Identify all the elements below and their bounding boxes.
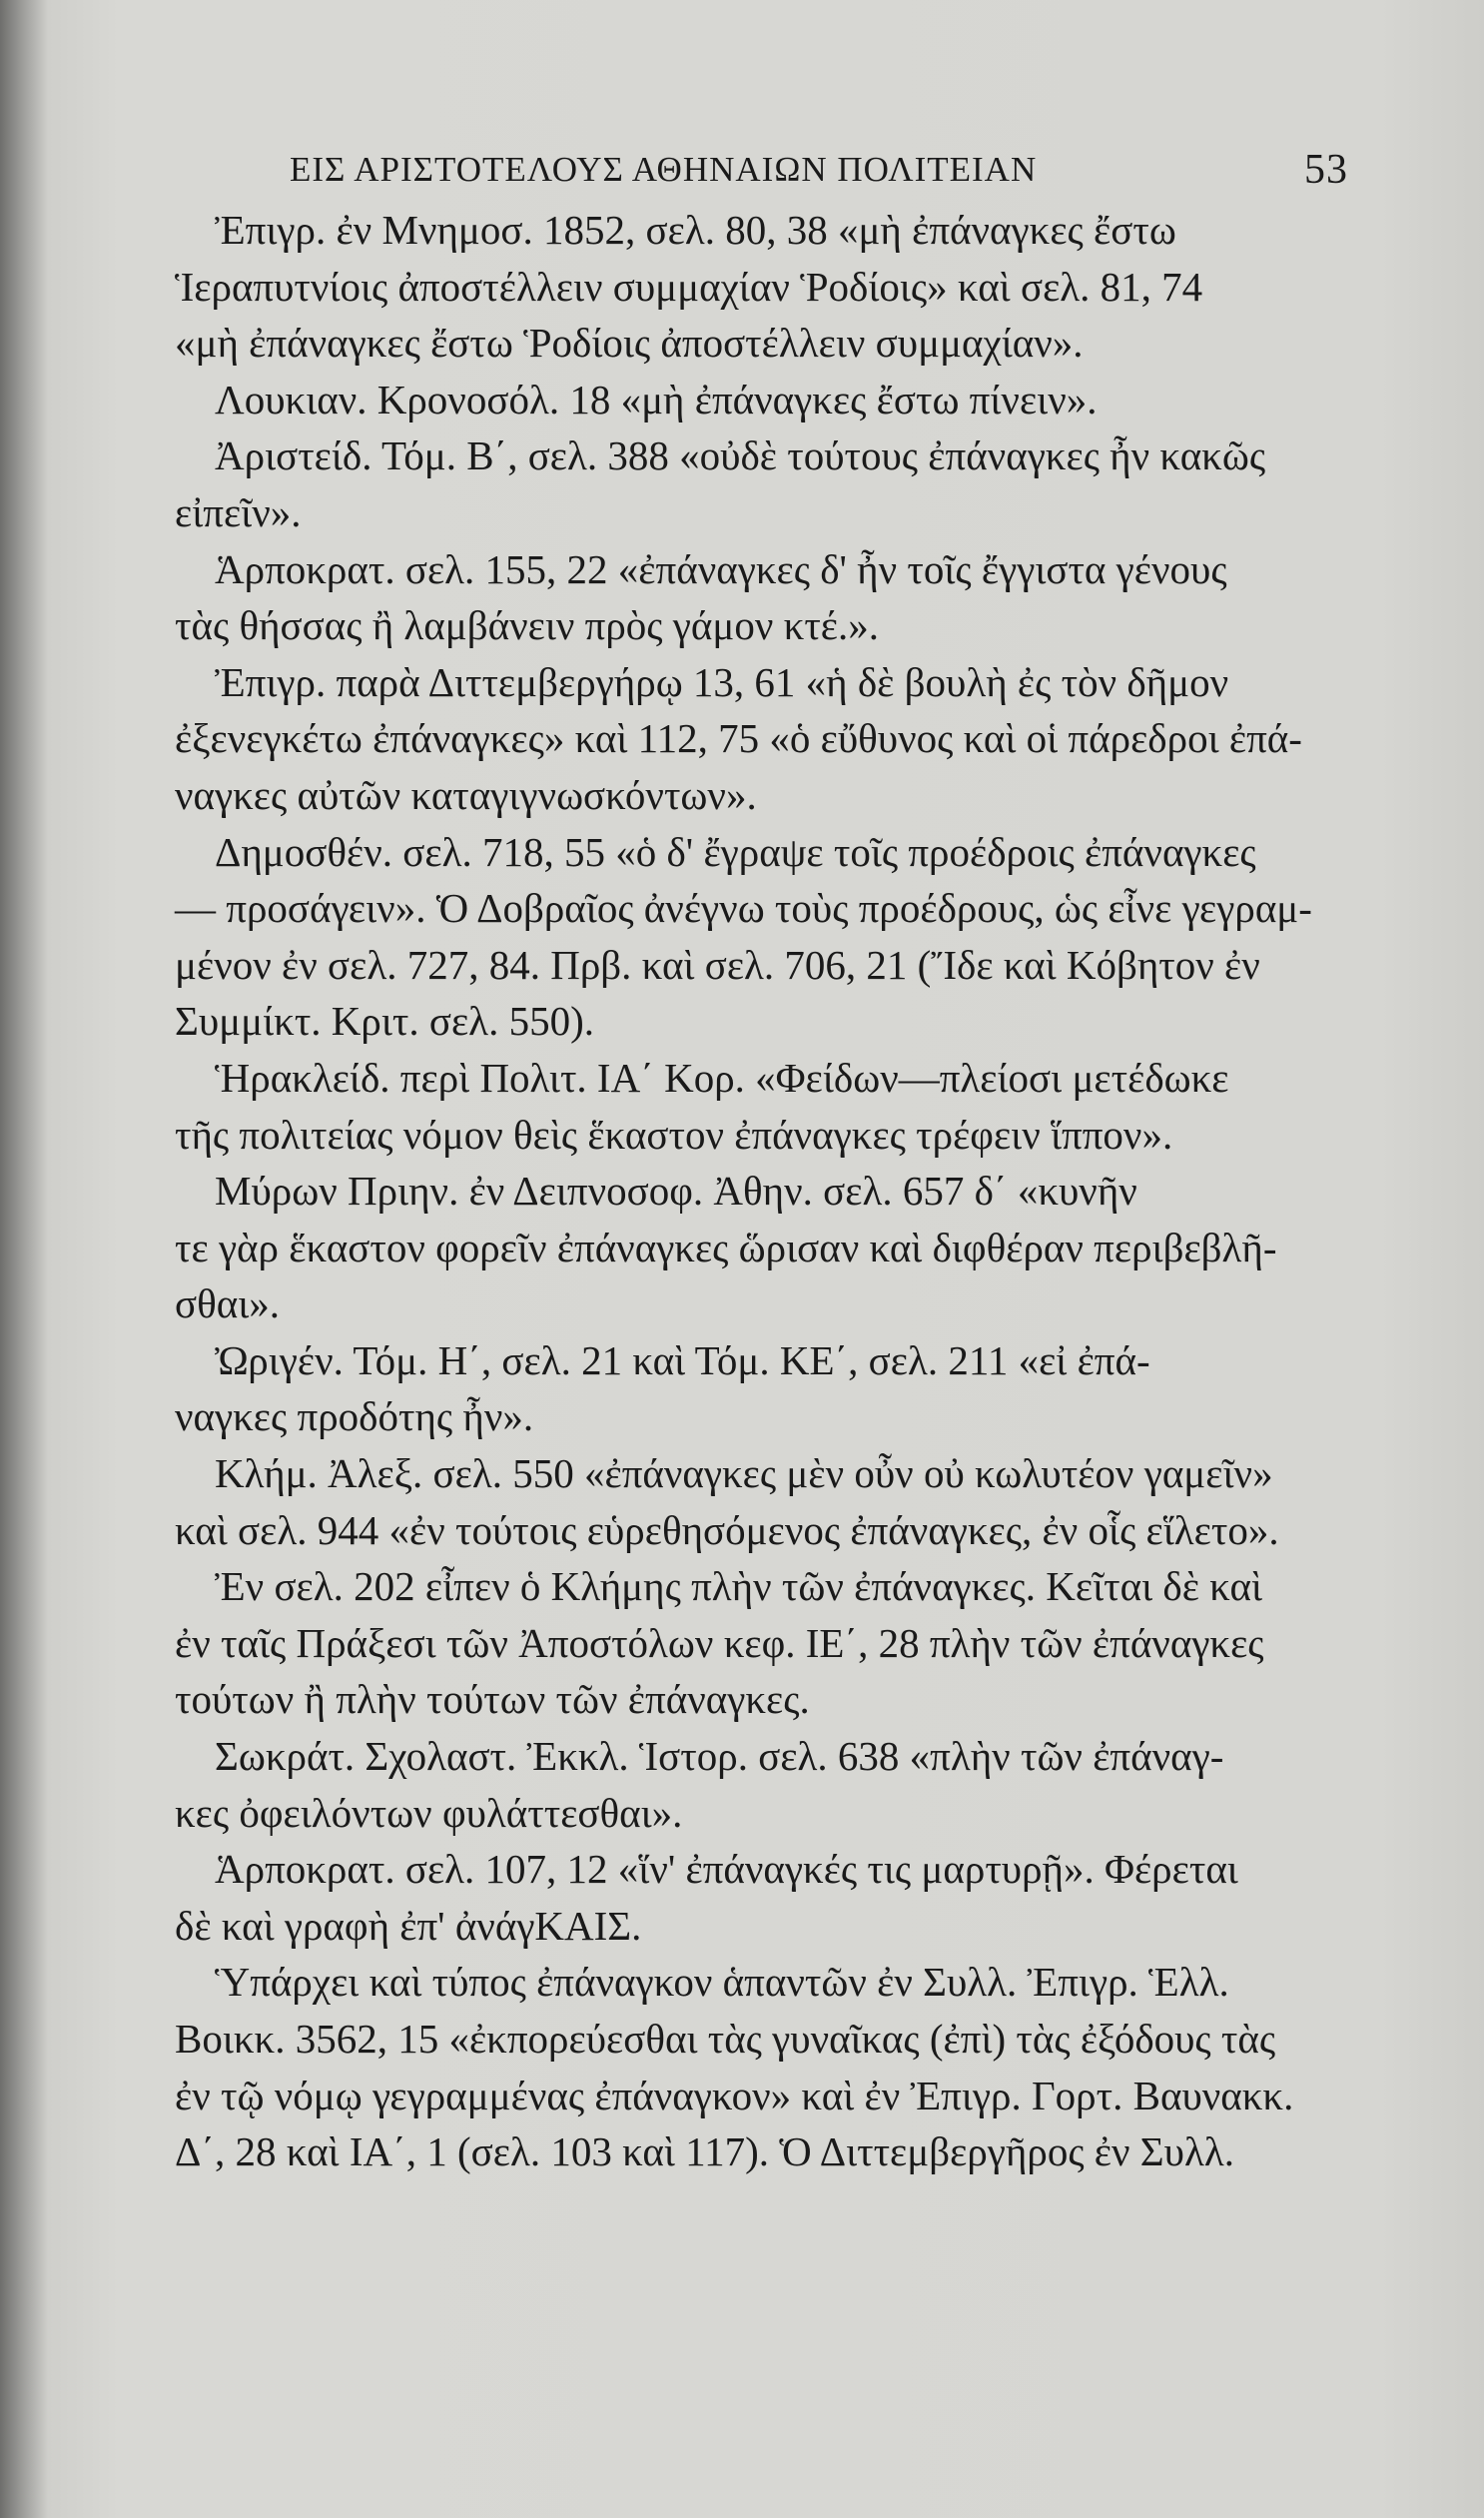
- text-line: Συμμίκτ. Κριτ. σελ. 550).: [175, 998, 594, 1045]
- text-line: — προσάγειν». Ὁ Δοβραῖος ἀνέγνω τοὺς προέδρους, ὡς εἶνε γεγραμ-: [175, 885, 1312, 932]
- text-line: Ἱεραπυτνίοις ἀποστέλλειν συμμαχίαν Ῥοδίοις» καὶ σελ. 81, 74: [175, 263, 1203, 310]
- text-line: Ἁρποκρατ. σελ. 107, 12 «ἵν' ἐπάναγκές τις μαρτυρῇ». Φέρεται: [215, 1846, 1238, 1893]
- text-line: Κλήμ. Ἀλεξ. σελ. 550 «ἐπάναγκες μὲν οὖν οὐ κωλυτέον γαμεῖν»: [215, 1450, 1273, 1497]
- text-line: εἰπεῖν».: [175, 488, 302, 535]
- text-line: καὶ σελ. 944 «ἐν τούτοις εὑρεθησόμενος ἐπάναγκες, ἐν οἷς εἵλετο».: [175, 1506, 1279, 1553]
- text-line: δὲ καὶ γραφὴ ἐπ' ἀνάγΚΑΙΣ.: [175, 1902, 642, 1949]
- text-line: Βοικκ. 3562, 15 «ἐκπορεύεσθαι τὰς γυναῖκας (ἐπὶ) τὰς ἐξόδους τὰς: [175, 2016, 1276, 2062]
- text-line: ναγκες προδότης ἦν».: [175, 1393, 534, 1440]
- running-header: [290, 147, 1348, 210]
- text-line: Ἀριστείδ. Τόμ. Β΄, σελ. 388 «οὐδὲ τούτους ἐπάναγκες ἦν κακῶς: [215, 432, 1266, 479]
- text-line: Λουκιαν. Κρονοσόλ. 18 «μὴ ἐπάναγκες ἔστω πίνειν».: [215, 376, 1098, 422]
- text-line: τῆς πολιτείας νόμον θεὶς ἕκαστον ἐπάναγκες τρέφειν ἵππον».: [175, 1111, 1173, 1158]
- text-line: Ἡρακλείδ. περὶ Πολιτ. ΙΑ΄ Κορ. «Φείδων—πλείοσι μετέδωκε: [215, 1054, 1229, 1101]
- running-title: ΕΙΣ ΑΡΙΣΤΟΤΕΛΟΥΣ ΑΘΗΝΑΙΩΝ ΠΟΛΙΤΕΙΑΝ: [290, 150, 1038, 189]
- text-line: μένον ἐν σελ. 727, 84. Πρβ. καὶ σελ. 706, 21 (Ἴδε καὶ Κόβητον ἐν: [175, 941, 1260, 988]
- text-line: ναγκες αὐτῶν καταγιγνωσκόντων».: [175, 771, 757, 818]
- text-line: «μὴ ἐπάναγκες ἔστω Ῥοδίοις ἀποστέλλειν συμμαχίαν».: [175, 320, 1084, 367]
- text-line: ἐν τῷ νόμῳ γεγραμμένας ἐπάναγκον» καὶ ἐν Ἐπιγρ. Γορτ. Βαυνακκ.: [175, 2072, 1294, 2118]
- text-line: κες ὀφειλόντων φυλάττεσθαι».: [175, 1789, 683, 1836]
- text-line: Ὠριγέν. Τόμ. Η΄, σελ. 21 καὶ Τόμ. ΚΕ΄, σελ. 211 «εἰ ἐπά-: [215, 1336, 1150, 1383]
- text-line: Ἐπιγρ. ἐν Μνημοσ. 1852, σελ. 80, 38 «μὴ ἐπάναγκες ἔστω: [215, 207, 1176, 253]
- text-line: τὰς θήσσας ἢ λαμβάνειν πρὸς γάμον κτέ.».: [175, 602, 880, 649]
- text-line: Ἐπιγρ. παρὰ Διττεμβεργήρῳ 13, 61 «ἡ δὲ βουλὴ ἐς τὸν δῆμον: [215, 658, 1229, 705]
- page-body-text: [175, 202, 1378, 2180]
- text-line: Σωκράτ. Σχολαστ. Ἐκκλ. Ἱστορ. σελ. 638 «πλὴν τῶν ἐπάναγ-: [215, 1733, 1224, 1780]
- text-line: ἐν ταῖς Πράξεσι τῶν Ἀποστόλων κεφ. ΙΕ΄, 28 πλὴν τῶν ἐπάναγκες: [175, 1619, 1264, 1666]
- text-line: Ἁρποκρατ. σελ. 155, 22 «ἐπάναγκες δ' ἦν τοῖς ἔγγιστα γένους: [215, 545, 1227, 592]
- text-line: τούτων ἢ πλὴν τούτων τῶν ἐπάναγκες.: [175, 1676, 810, 1723]
- text-line: τε γὰρ ἕκαστον φορεῖν ἐπάναγκες ὥρισαν καὶ διφθέραν περιβεβλῆ-: [175, 1224, 1277, 1270]
- text-line: Δημοσθέν. σελ. 718, 55 «ὁ δ' ἔγραψε τοῖς προέδροις ἐπάναγκες: [215, 828, 1256, 875]
- text-line: Δ΄, 28 καὶ ΙΑ΄, 1 (σελ. 103 καὶ 117). Ὁ Διττεμβεργῆρος ἐν Συλλ.: [175, 2128, 1234, 2175]
- text-line: Ὑπάρχει καὶ τύπος ἐπάναγκον ἁπαντῶν ἐν Συλλ. Ἐπιγρ. Ἑλλ.: [215, 1959, 1229, 2006]
- text-line: ἐξενεγκέτω ἐπάναγκες» καὶ 112, 75 «ὁ εὔθυνος καὶ οἱ πάρεδροι ἐπά-: [175, 715, 1302, 762]
- text-line: Μύρων Πριην. ἐν Δειπνοσοφ. Ἀθην. σελ. 657 δ΄ «κυνῆν: [215, 1168, 1137, 1215]
- page-number: 53: [1304, 147, 1348, 193]
- text-line: Ἐν σελ. 202 εἶπεν ὁ Κλήμης πλὴν τῶν ἐπάναγκες. Κεῖται δὲ καὶ: [215, 1563, 1262, 1610]
- text-line: σθαι».: [175, 1280, 281, 1327]
